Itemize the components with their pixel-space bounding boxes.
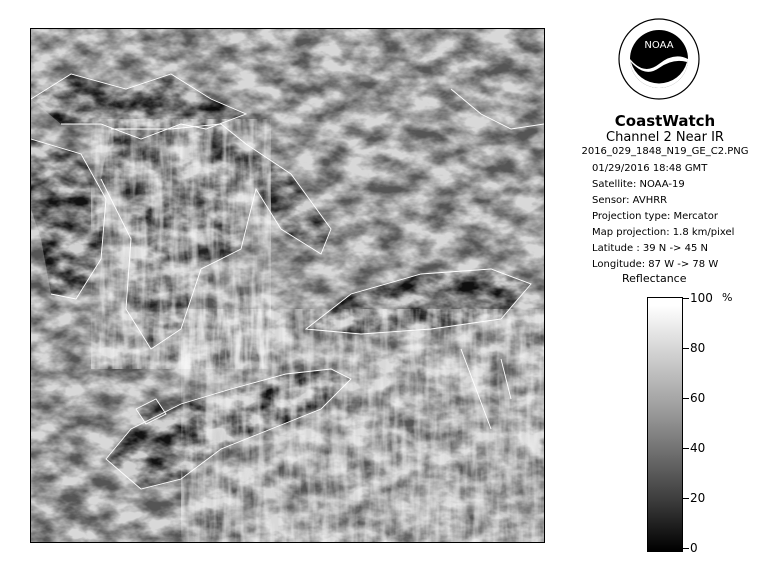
latitude-range: Latitude : 39 N -> 45 N: [592, 243, 708, 254]
noaa-logo: [618, 18, 700, 100]
sensor-info: Sensor: AVHRR: [592, 195, 668, 206]
satellite-image: [30, 28, 545, 543]
map-projection: Map projection: 1.8 km/pixel: [592, 227, 735, 238]
colorbar-tick: [683, 298, 689, 299]
colorbar-tick-label: 80: [690, 341, 706, 355]
logo-text: NOAA: [644, 40, 674, 51]
colorbar-tick: [683, 548, 689, 549]
colorbar-tick-label: 100: [690, 291, 713, 305]
projection-type: Projection type: Mercator: [592, 211, 718, 222]
satellite-scene: [31, 29, 544, 542]
reflectance-colorbar: [647, 297, 683, 552]
file-name: 2016_029_1848_N19_GE_C2.PNG: [581, 146, 749, 157]
colorbar-tick: [683, 348, 689, 349]
colorbar-tick-label: 0: [690, 541, 698, 555]
colorbar-tick-label: 20: [690, 491, 706, 505]
colorbar-tick-label: 40: [690, 441, 706, 455]
date-time: 01/29/2016 18:48 GMT: [592, 163, 708, 174]
channel-subtitle: Channel 2 Near IR: [606, 130, 724, 145]
colorbar-unit: %: [722, 291, 733, 304]
colorbar-tick: [683, 498, 689, 499]
colorbar-tick: [683, 398, 689, 399]
colorbar-tick-label: 60: [690, 391, 706, 405]
app-title: CoastWatch: [614, 112, 716, 130]
satellite-info: Satellite: NOAA-19: [592, 179, 685, 190]
longitude-range: Longitude: 87 W -> 78 W: [592, 259, 719, 270]
colorbar-tick: [683, 448, 689, 449]
colorbar-title: Reflectance: [622, 272, 687, 285]
